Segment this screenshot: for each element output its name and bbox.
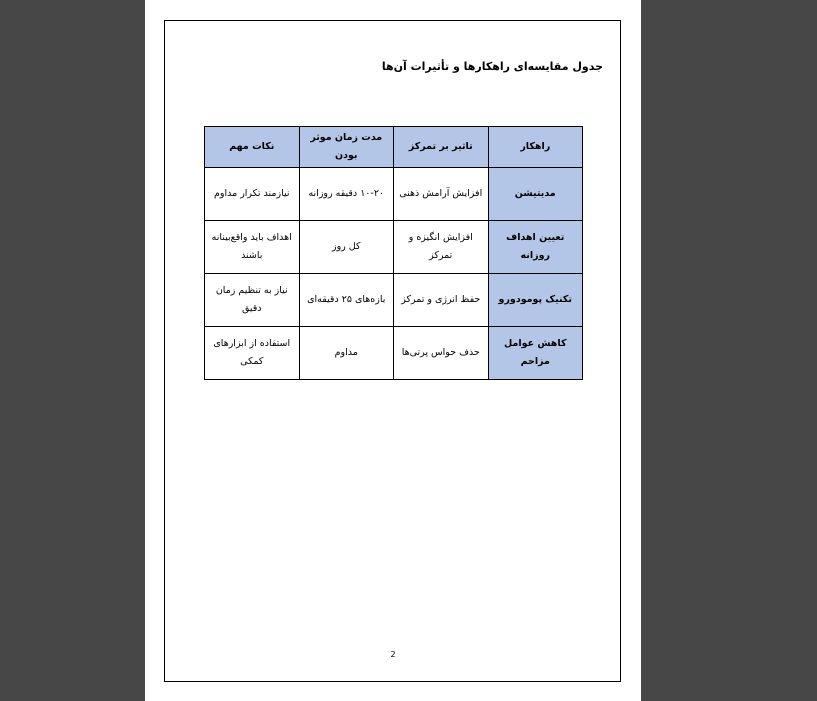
cell-focus-effect: حفظ انرژی و تمرکز [394, 274, 489, 327]
header-strategy: راهکار [488, 127, 583, 168]
header-key-notes: نکات مهم [205, 127, 300, 168]
cell-focus-effect: افزایش انگیزه و تمرکز [394, 221, 489, 274]
cell-notes: نیازمند تکرار مداوم [205, 168, 300, 221]
table-header-row [205, 127, 583, 168]
cell-duration: کل روز [299, 221, 394, 274]
header-effective-duration: مدت زمان موثر بودن [299, 127, 394, 168]
table-row [205, 221, 583, 274]
page-number: 2 [390, 650, 396, 659]
cell-strategy: مدیتیشن [488, 168, 583, 221]
cell-duration: بازه‌های ۲۵ دقیقه‌ای [299, 274, 394, 327]
cell-strategy: تعیین اهداف روزانه [488, 221, 583, 274]
cell-notes: اهداف باید واقع‌بینانه باشند [205, 221, 300, 274]
header-focus-effect: تاثیر بر تمرکز [394, 127, 489, 168]
table-row [205, 168, 583, 221]
cell-notes: نیاز به تنظیم زمان دقیق [205, 274, 300, 327]
table-row [205, 327, 583, 380]
cell-strategy: کاهش عوامل مزاحم [488, 327, 583, 380]
cell-duration: ۱۰-۲۰ دقیقه روزانه [299, 168, 394, 221]
cell-focus-effect: افزایش آرامش ذهنی [394, 168, 489, 221]
table-row [205, 274, 583, 327]
cell-notes: استفاده از ابزارهای کمکی [205, 327, 300, 380]
document-page [145, 0, 641, 701]
comparison-table [204, 126, 583, 380]
cell-focus-effect: حذف حواس پرتی‌ها [394, 327, 489, 380]
cell-duration: مداوم [299, 327, 394, 380]
document-title: جدول مقایسه‌ای راهکارها و تأثیرات آن‌ها [381, 60, 603, 73]
cell-strategy: تکنیک پومودورو [488, 274, 583, 327]
